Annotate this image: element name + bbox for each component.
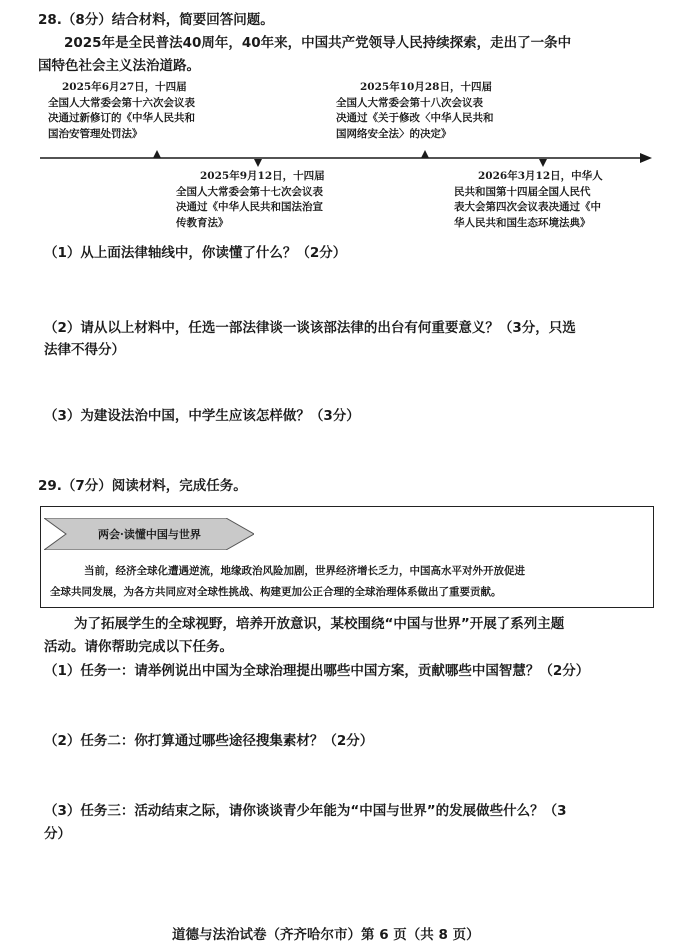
q29-task3-line2: 分） — [44, 826, 71, 842]
q28-intro-line1: 2025年是全民普法40周年，40年来，中国共产党领导人民持续探索，走出了一条中 — [64, 35, 572, 51]
timeline-text: 决通过《中华人民共和国法治宣 — [176, 201, 323, 213]
timeline-entry-top-right — [336, 80, 494, 142]
timeline-marker-2025-10-28 — [421, 150, 429, 158]
material-text-line1: 当前，经济全球化遭遇逆流，地缘政治风险加剧，世界经济增长乏力，中国高水平对外开放促进 — [84, 565, 525, 577]
timeline-text: 华人民共和国生态环境法典》 — [454, 216, 591, 229]
q29-task1: （1）任务一：请举例说出中国为全球治理提出哪些中国方案，贡献哪些中国智慧？（2分） — [44, 663, 590, 679]
timeline-text: 国网络安全法〉的决定》 — [336, 127, 452, 140]
timeline-entry-top-left — [48, 80, 195, 142]
timeline-entry-bottom-left — [176, 169, 325, 231]
q28-header: 28.（8分）结合材料，简要回答问题。 — [38, 12, 274, 28]
page-footer: 道德与法治试卷（齐齐哈尔市）第 6 页（共 8 页） — [172, 927, 480, 943]
timeline-marker-2025-09-12 — [254, 159, 262, 167]
timeline-text: 全国人大常委会第十八次会议表 — [336, 96, 483, 109]
q29-para-line1: 为了拓展学生的全球视野，培养开放意识，某校围绕“中国与世界”开展了系列主题 — [74, 616, 565, 632]
q29-task2: （2）任务二：你打算通过哪些途径搜集素材？（2分） — [44, 733, 374, 749]
timeline-text: 民共和国第十四届全国人民代 — [454, 185, 591, 198]
q28-sub2-line1: （2）请从以上材料中，任选一部法律谈一谈该部法律的出台有何重要意义？（3分，只选 — [44, 320, 576, 336]
q29-task3-line1: （3）任务三：活动结束之际，请你谈谈青少年能为“中国与世界”的发展做些什么？（3 — [44, 803, 567, 819]
timeline-text: 传教育法》 — [176, 216, 229, 229]
q28-sub1: （1）从上面法律轴线中，你读懂了什么？（2分） — [44, 245, 347, 261]
q28-intro-line2: 国特色社会主义法治道路。 — [38, 58, 200, 74]
timeline-text: 表大会第四次会议表决通过《中 — [454, 201, 601, 213]
timeline-text: 2026年3月12日，中华人 — [478, 170, 603, 182]
timeline-text: 2025年9月12日，十四届 — [200, 170, 325, 182]
banner-title: 两会·读懂中国与世界 — [98, 528, 201, 541]
timeline-text: 国治安管理处罚法》 — [48, 127, 143, 140]
material-text-line2: 全球共同发展，为各方共同应对全球性挑战、构建更加公正合理的全球治理体系做出了重要贡献。 — [50, 586, 502, 598]
timeline-text: 2025年10月28日，十四届 — [360, 81, 492, 93]
timeline-text: 2025年6月27日，十四届 — [62, 81, 187, 93]
timeline-marker-2025-06-27 — [153, 150, 161, 158]
timeline-text: 全国人大常委会第十七次会议表 — [176, 185, 323, 198]
timeline-text: 全国人大常委会第十六次会议表 — [48, 96, 195, 109]
timeline-text: 决通过《关于修改〈中华人民共和 — [336, 112, 494, 124]
timeline-marker-2026-03-12 — [539, 159, 547, 167]
q29-para-line2: 活动。请你帮助完成以下任务。 — [44, 639, 233, 655]
timeline-arrowhead — [640, 153, 652, 163]
timeline-entry-bottom-right — [454, 169, 603, 231]
timeline-text: 决通过新修订的《中华人民共和 — [48, 112, 195, 124]
q28-sub2-line2: 法律不得分） — [44, 342, 125, 358]
q28-sub3: （3）为建设法治中国，中学生应该怎样做？（3分） — [44, 408, 360, 424]
q29-header: 29.（7分）阅读材料，完成任务。 — [38, 478, 247, 494]
